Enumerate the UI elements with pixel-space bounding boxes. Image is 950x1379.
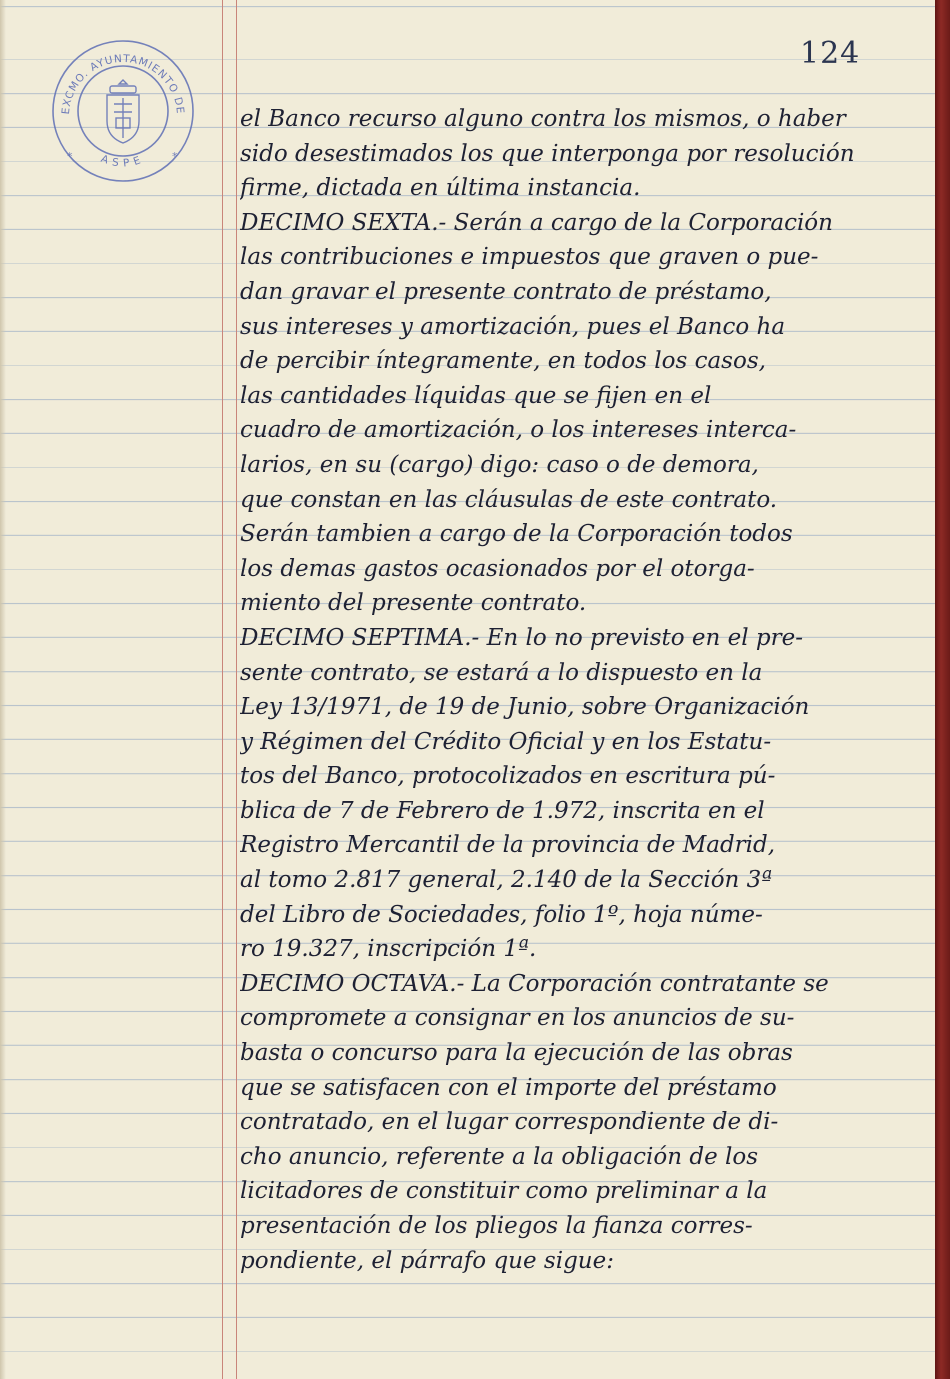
- municipal-seal-stamp: [50, 38, 196, 184]
- text-line: del Libro de Sociedades, folio 1º, hoja núme-: [240, 901, 763, 928]
- seal-ring-text: EXCMO. AYUNTAMIENTO DE: [59, 52, 187, 115]
- page-edge-shadow: [0, 0, 6, 1379]
- svg-text:*: *: [67, 150, 73, 163]
- text-line: Serán tambien a cargo de la Corporación todos: [240, 521, 793, 548]
- text-line: el Banco recurso alguno contra los mismos, o haber: [240, 106, 846, 132]
- text-line: sus intereses y amortización, pues el Banco ha: [240, 313, 786, 340]
- text-line: pondiente, el párrafo que sigue:: [240, 1247, 614, 1274]
- text-line: sido desestimados los que interponga por resolución: [240, 140, 855, 167]
- text-line: compromete a consignar en los anuncios de su-: [240, 1005, 795, 1032]
- text-line: contratado, en el lugar correspondiente de di-: [240, 1109, 779, 1136]
- text-line: larios, en su (cargo) digo: caso o de demora,: [240, 451, 759, 478]
- text-line: al tomo 2.817 general, 2.140 de la Sección 3ª: [240, 867, 773, 894]
- text-line: que se satisfacen con el importe del préstamo: [240, 1074, 777, 1101]
- page-number: 124: [800, 36, 861, 71]
- text-line: firme, dictada en última instancia.: [240, 175, 641, 202]
- text-line: DECIMO OCTAVA.- La Corporación contratante se: [240, 970, 829, 997]
- text-line: Registro Mercantil de la provincia de Madrid,: [240, 832, 776, 859]
- text-line: y Régimen del Crédito Oficial y en los Estatu-: [240, 728, 772, 755]
- text-line: miento del presente contrato.: [240, 590, 587, 617]
- text-line: de percibir íntegramente, en todos los casos,: [240, 348, 766, 375]
- book-binding: [935, 0, 950, 1379]
- text-line: presentación de los pliegos la fianza corres-: [240, 1213, 753, 1239]
- seal-bottom-text: ASPE: [99, 152, 147, 170]
- text-line: dan gravar el presente contrato de préstamo,: [240, 278, 772, 305]
- text-line: sente contrato, se estará a lo dispuesto en la: [240, 659, 763, 686]
- text-line: basta o concurso para la ejecución de las obras: [240, 1040, 793, 1067]
- text-line: tos del Banco, protocolizados en escritura pú-: [240, 763, 776, 790]
- text-line: las cantidades líquidas que se fijen en el: [240, 382, 712, 409]
- text-line: las contribuciones e impuestos que graven o pue-: [240, 244, 819, 271]
- margin-line: [222, 0, 223, 1379]
- text-line: Ley 13/1971, de 19 de Junio, sobre Organización: [240, 694, 810, 721]
- text-line: los demas gastos ocasionados por el otorga-: [240, 555, 755, 582]
- text-line: cho anuncio, referente a la obligación de los: [240, 1143, 759, 1170]
- margin-line: [236, 0, 237, 1379]
- text-line: que constan en las cláusulas de este contrato.: [240, 486, 778, 513]
- text-line: cuadro de amortización, o los intereses interca-: [240, 417, 797, 444]
- text-line: ro 19.327, inscripción 1ª.: [240, 936, 537, 963]
- text-line: blica de 7 de Febrero de 1.972, inscrita en el: [240, 797, 765, 824]
- handwritten-text-body: [240, 102, 912, 1278]
- coat-of-arms-icon: [107, 80, 139, 143]
- svg-text:*: *: [172, 150, 178, 163]
- text-line: DECIMO SEXTA.- Serán a cargo de la Corporación: [240, 209, 833, 236]
- text-line: DECIMO SEPTIMA.- En lo no previsto en el pre-: [240, 624, 804, 651]
- text-line: licitadores de constituir como preliminar a la: [240, 1178, 768, 1205]
